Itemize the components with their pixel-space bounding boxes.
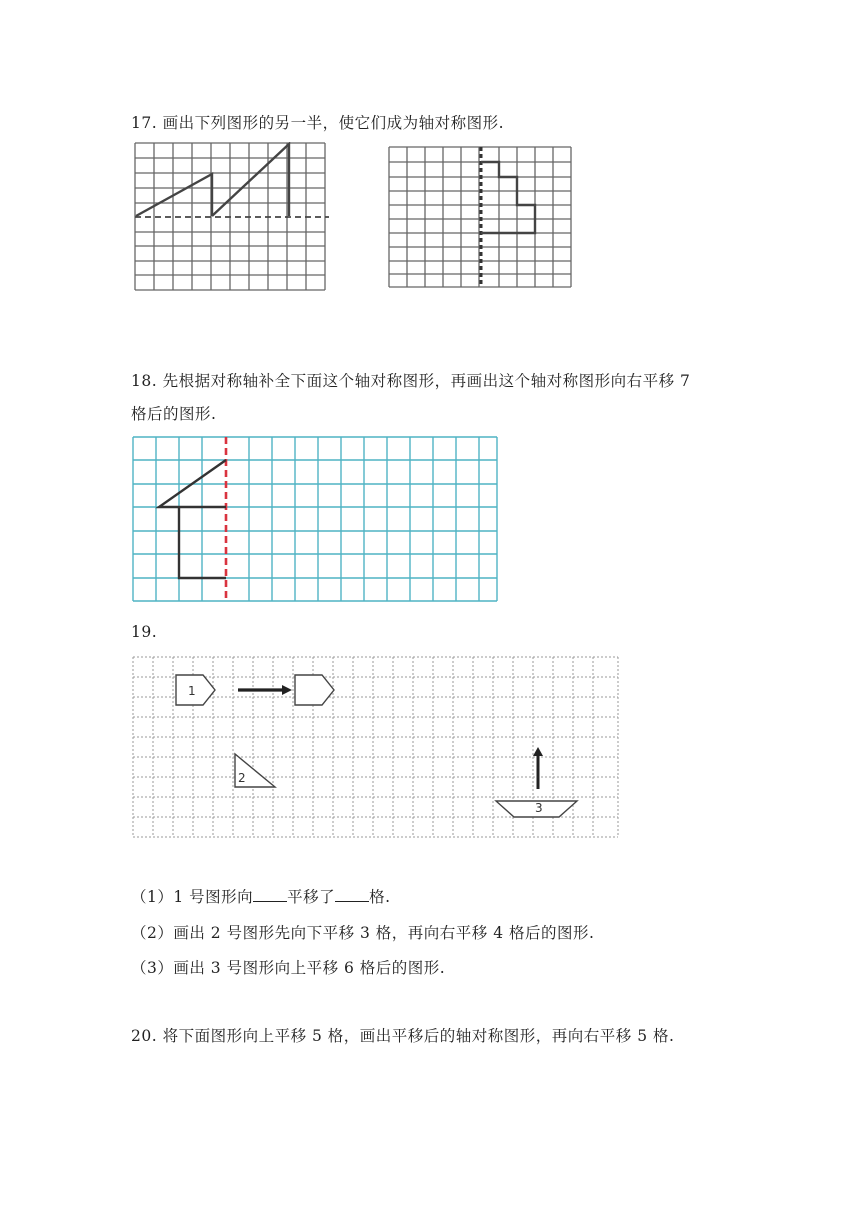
shape-1-label: 1: [188, 684, 196, 698]
q19-sub2: （2）画出 2 号图形先向下平移 3 格，再向右平移 4 格后的图形.: [131, 924, 595, 942]
q17-left-grid-figure: [134, 142, 330, 292]
q19-sub1-middle: 平移了: [287, 888, 336, 906]
q20-text: 20. 将下面图形向上平移 5 格，画出平移后的轴对称图形，再向右平移 5 格.: [131, 1027, 675, 1045]
arrow-up-head: [533, 747, 543, 756]
q18-teal-grid-figure: [131, 436, 501, 604]
shape-3-label: 3: [535, 801, 543, 815]
shape-2-label: 2: [238, 771, 246, 785]
q19-number: 19.: [131, 623, 158, 641]
q19-sub1-prefix: （1）1 号图形向: [131, 888, 254, 906]
q18-text-line2: 格后的图形.: [131, 405, 217, 423]
shape-1-translated: [295, 675, 334, 705]
grid-lines: [133, 437, 497, 601]
q19-sub3: （3）画出 3 号图形向上平移 6 格后的图形.: [131, 959, 446, 977]
answer-blank-count[interactable]: [335, 885, 369, 902]
q17-right-grid-figure: [388, 146, 574, 290]
q19-sub1-suffix: 格.: [369, 888, 391, 906]
half-shape: [481, 162, 535, 233]
answer-blank-direction[interactable]: [253, 885, 287, 902]
q18-text-line1: 18. 先根据对称轴补全下面这个轴对称图形，再画出这个轴对称图形向右平移 7: [131, 372, 691, 390]
q17-text: 17. 画出下列图形的另一半，使它们成为轴对称图形.: [131, 114, 505, 132]
arrow-right-head: [282, 685, 292, 695]
half-shape: [136, 144, 289, 216]
q19-sub1: [131, 885, 391, 909]
q19-dotted-grid-figure: [131, 655, 623, 841]
